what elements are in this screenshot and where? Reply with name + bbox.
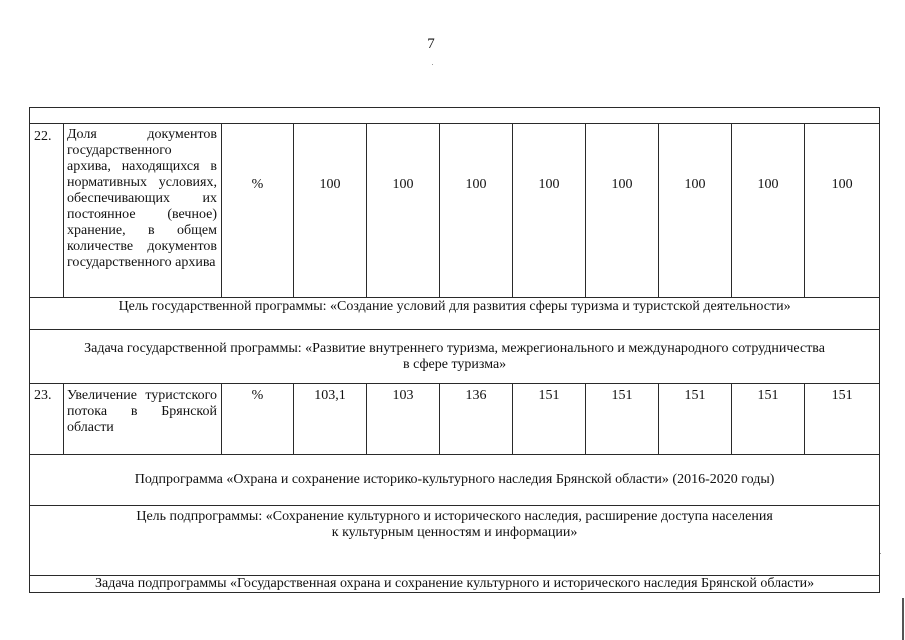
- value-cell: 100: [659, 124, 732, 298]
- table-row-23: [30, 384, 880, 455]
- scan-speck: [432, 64, 433, 65]
- indicators-table: [29, 107, 880, 593]
- scan-edge-mark: [902, 598, 904, 640]
- value-cell: 103,1: [294, 384, 367, 455]
- subgoal-row: [30, 506, 880, 576]
- subprogram-row: [30, 455, 880, 506]
- table-row-22: [30, 124, 880, 298]
- value-cell: 100: [367, 124, 440, 298]
- value-cell: 136: [440, 384, 513, 455]
- subprogram-title: Подпрограмма «Охрана и сохранение историко-культурного наследия Брянской области» (2016-2020 годы): [30, 455, 880, 506]
- subprogram-task: Задача подпрограммы «Государственная охрана и сохранение культурного и исторического наследия Брянской области»: [30, 576, 880, 593]
- value-cell: 103: [367, 384, 440, 455]
- scan-speck: [880, 553, 881, 554]
- subprogram-goal: [30, 506, 880, 576]
- program-task-line1: Задача государственной программы: «Развитие внутреннего туризма, межрегионального и международного сотрудничества: [84, 340, 825, 356]
- task-row: [30, 330, 880, 384]
- subtask-row: [30, 576, 880, 593]
- value-cell: 100: [732, 124, 805, 298]
- indicator-name: Доля документов государственного архива, находящихся в нормативных условиях, обеспечивающих их постоянное (вечное) хранение, в общем количестве документов государственного архива: [64, 124, 222, 298]
- program-task: [30, 330, 880, 384]
- value-cell: 151: [659, 384, 732, 455]
- value-cell: 151: [732, 384, 805, 455]
- value-cell: 100: [805, 124, 880, 298]
- subprogram-goal-line1: Цель подпрограммы: «Сохранение культурного и исторического наследия, расширение доступа населения: [136, 509, 773, 524]
- goal-row: [30, 298, 880, 330]
- value-cell: 100: [586, 124, 659, 298]
- top-strip-cell: [30, 108, 880, 124]
- row-number: 23.: [30, 384, 64, 455]
- unit-cell: %: [222, 124, 294, 298]
- value-cell: 151: [513, 384, 586, 455]
- value-cell: 151: [586, 384, 659, 455]
- subprogram-goal-line2: к культурным ценностям и информации»: [331, 525, 578, 540]
- value-cell: 100: [294, 124, 367, 298]
- program-task-line2: в сфере туризма»: [402, 356, 507, 372]
- row-number: 22.: [30, 124, 64, 298]
- value-cell: 151: [805, 384, 880, 455]
- table-top-strip: [30, 108, 880, 124]
- value-cell: 100: [440, 124, 513, 298]
- program-goal: Цель государственной программы: «Создание условий для развития сферы туризма и туристской деятельности»: [30, 298, 880, 330]
- value-cell: 100: [513, 124, 586, 298]
- page-number: 7: [427, 36, 435, 52]
- indicator-name: Увеличение туристского потока в Брянской области: [64, 384, 222, 455]
- unit-cell: %: [222, 384, 294, 455]
